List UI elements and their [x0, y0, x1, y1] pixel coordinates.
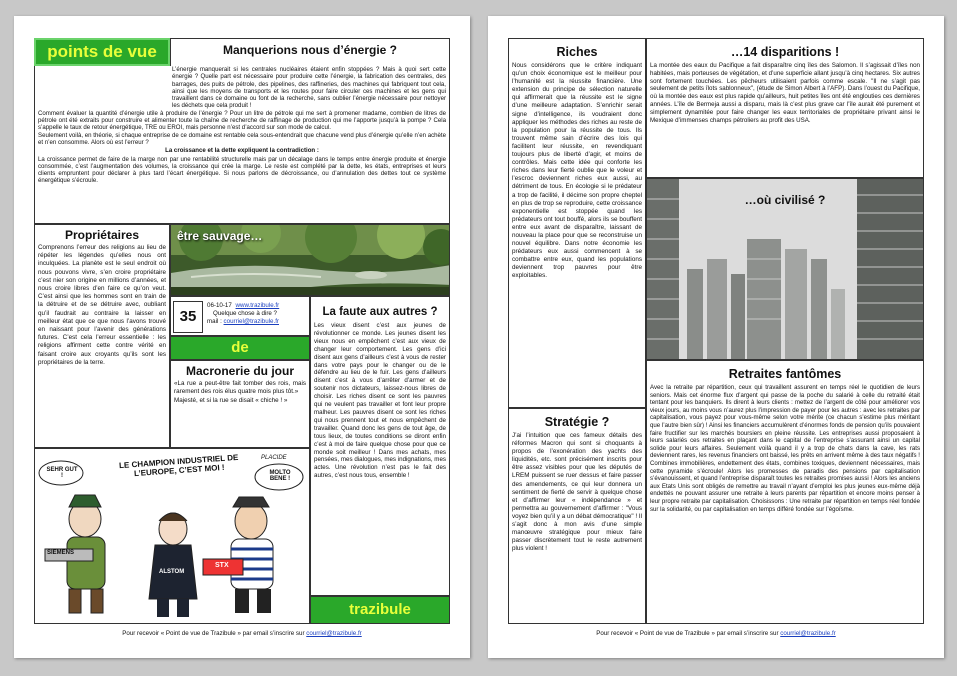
issue-mail-link[interactable]: courriel@trazibule.fr	[223, 318, 279, 325]
macronerie-title: Macronerie du jour	[185, 364, 295, 378]
cartoon-tag-stx: STX	[215, 562, 229, 569]
article-retraites	[646, 360, 924, 624]
proprietaires-text: Comprenons l’erreur des religions au lieu de répéter les légendes qu’elles nous ont inculquées. La planète est le seul endroit où nous pouvons vivre, s’en croire propriétaire c’est nier son origine en millions d’années, et nous croire libres d’en faire ce qu’on veut. C’est ainsi que les hommes sont en train de la détruire et de se détruire avec, oubliant qu’il faudrait au contraire la laisser en meilleur état que ce que nous l’avons trouvé en naissant pour l’avenir des générations futures. C’est cela l’erreur essentielle : les religions affirment cette contre vérité en faisant croire aux croyants qu’ils sont les propriétaires de la terre.	[38, 244, 166, 366]
strategie-title: Stratégie ?	[544, 415, 610, 429]
footer-text: Pour recevoir « Point de vue de Trazibule » par email s’inscrire sur	[122, 630, 305, 637]
macronerie-quote: «La rue a peut-être fait tomber des rois, mais rarement des rois élus quatre mois plus tôt.»	[174, 380, 306, 396]
article-macronerie	[170, 360, 310, 448]
issue-mail-label: mail :	[207, 318, 222, 325]
energie-p3: Seulement voilà, en théorie, si chaque entreprise de ce domaine est rentable cela sous-entendrait que chacune vend plus d’énergie qu’elle n’en achète et n’en consomme. Alors où est l’erreur ?	[38, 131, 446, 146]
macronerie-answer: Majesté, et si la rue se disait « chiche ! »	[174, 396, 288, 404]
issue-site-link[interactable]: www.trazibule.fr	[235, 302, 280, 309]
issue-date: 06-10-17	[207, 302, 232, 309]
article-riches	[508, 38, 646, 408]
article-disparitions	[646, 38, 924, 178]
article-energie-body	[34, 66, 450, 224]
footer-mail-link[interactable]: courriel@trazibule.fr	[306, 630, 362, 637]
retraites-text: Avec la retraite par répartition, ceux qui travaillent assurent en temps réel le quotidien de leurs seniors. Mais cet énorme flux d’argent qui passe de la poche du salarié à celle du retraité était tentant pour les banquiers. Ils dirent à leurs clients : mettez de l’argent de côté pour améliorer vos vieux jours, au moins vous n’aurez plus l’impression de payer pour les autres : avec les retraites par capitalisation, vous payez pour vous-même selon votre mérite (ce chacun s’estime plus méritant que l’autre bien sûr) ! Ainsi les financiers accumulèrent d’énormes fonds de pension qu’ils pouvaient faire fructifier sur les marchés boursiers en pleine réussite. Les entreprises aussi proposaient à leurs salariés ces retraites en plaçant dans le capital de l’entreprise s’assurant ainsi un capital solide pour leurs affaires. Seulement voilà quand il y a trop de chats dans la cave, les rats deviennent rares, les revenus financiers ont baissé, les prêts en arrivent même à des taux négatifs ! Combines immobilières, endettement des états, combines toxiques, deviennent nécessaires, mais cette pyramide s’écroule! Alors les promesses de paradis des pensions par capitalisation s’évanouissent, et quand l’entreprise disparaît toutes les retraites promises aussi ! Alors les anciens aux Etats Unis sont obligés de remettre au travail n’ayant d’emploi les plus jeunes eux-même déjà endettés ne pouvant assurer une retraite à leurs parents par répartition et encore moins penser à leur propre retraite par capitalisation. Choisissons : Une retraite par répartition en temps réel fondée sur la solidarité, ou par capitalisation en temps différé fondée sur l’égoïsme.	[650, 384, 920, 513]
brand-points-de-vue: points de vue	[34, 38, 170, 66]
newsletter-page-1	[14, 16, 470, 658]
cartoon-bubble-right: MOLTO BENE !	[269, 470, 291, 482]
article-strategie	[508, 408, 646, 624]
footer-text: Pour recevoir « Point de vue de Trazibule » par email s’inscrire sur	[596, 630, 779, 637]
strategie-text: J’ai l’intuition que ces fameux détails des réformes Macron qui sont si choquants à propos de l’exonération des yachts des liquidités, etc. sont précisément inscrits pour être assez visibles pour que les députés de LREM puissent se ruer dessus et faire passer des amendements, ce qui leur donnera un sentiment de fierté de servir à quelque chose et d’affirmer leur « indépendance » et permettra au gouvernement d’affirmer : "Vous voyez bien qu’il y a un débat démocratique" ! Il s’agit donc à mon avis d’une simple manœuvre stratégique pour mieux faire passer discrètement tout le reste autrement plus violent !	[512, 432, 642, 553]
article-energie-title: Manquerions nous d’énergie ?	[222, 43, 398, 57]
footer-page-2	[488, 630, 944, 637]
issue-info	[170, 296, 310, 336]
proprietaires-title: Propriétaires	[64, 228, 140, 242]
faute-text: Les vieux disent c’est aux jeunes de révolutionner ce monde. Les jeunes disent les vieux nous en empêchent c’est aux vieux de changer leur comportement. Les gens d’ici disent aux gens d’ailleurs c’est à vous de rester dans votre pays pour le changer ou de le défendre au lieu de le fuir. Les gens d’ailleurs disent c’est à vous d’arrêter d’armer et de soutenir nos dictateurs, laissez-nous libres de choisir. Les riches disent ce sont les pauvres qui ne veulent pas travailler et font leur propre malheur. Les pauvres disent ce sont les riches qui nous prennent tout et nous empêchent de travailler. Quand donc les gens de tout âge, de tous lieux, de toutes conditions se diront enfin c’est à moi de faire quelque chose pour que ce monde soit meilleur ! Dans mes achats, mes pensées, mes dialogues, mes indignations, mes actes. Une révolution n’est pas le fait des autres, c’est nous tous, ensemble !	[314, 322, 446, 480]
energie-subhead: La croissance et la dette expliquent la contradiction :	[165, 147, 319, 155]
cartoon-tag-siemens: SIEMENS	[47, 550, 75, 556]
faute-title: La faute aux autres ?	[322, 306, 438, 318]
disparitions-title: …14 disparitions !	[730, 45, 840, 59]
photo-etre-sauvage	[170, 224, 450, 296]
footer-page-1	[14, 630, 470, 637]
cartoon	[34, 448, 310, 624]
riches-title: Riches	[556, 45, 598, 59]
cartoon-tag-alstom: ALSTOM	[159, 569, 185, 575]
issue-question: Quelque chose à dire ?	[213, 310, 277, 317]
energie-p4: La croissance permet de faire de la marge non par une rentabilité structurelle mais par un décalage dans le temps entre énergie produite et énergie consommée, c’est l’augmentation des volumes, la croissance qui crée la marge. Le reste est complété par la dette, les états, entreprises et leurs clients empruntent pour déclarer à plus tard l’écart énergétique. Si nous parlons de décroissance, ou d’annulation des dettes tout ce système énergétique s’écroule.	[38, 155, 446, 185]
energie-p1: L’énergie manquerait si les centrales nucléaires étaient enfin stoppées ? Mais à quoi sert cette énergie ? Quelle part est nécessaire pour produire cette l’énergie, la fabrication des centrales, des barrages, des puits de pétrole, des pipelines, des raffineries, des machines qui fabriquent tout cela, ainsi que les moyens de transports et les routes pour faire circuler ces machines et les gens qui travaillent dans ce domaine ou font de la recherche, sans oublier l’énergie nécessaire pour nettoyer les déchets que cela produit !	[172, 66, 446, 110]
cartoon-caption: LE CHAMPION INDUSTRIEL DE L’EUROPE, C’EST MOI !	[118, 452, 239, 479]
riches-text: Nous considérons que le critère indiquant qu’un choix économique est le meilleur pour l’humanité est la réussite financière. Une extension du principe de sélection naturelle qui affirmerait que la réussite est le signe d’une meilleure adaptation. S’enrichir serait signe d’intelligence, ils voudraient donc appliquer les méthodes des riches au reste de la population pour la réussite de tous. Ils trouvent même sain d’écrire des lois qui facilitent leur réussite, en revendiquant toujours plus de liberté d’agir, et moins de contrôles. Mais cette idée qui conforte les riches dans leur fierté oublie que le voleur et l’escroc deviennent riches eux aussi, au détriment de tous. En écologie si le prédateur a trop de facilité, il décime son propre cheptel en plus de trop se reproduire, cette croissance exponentielle est stoppée quand les prédateurs ont tout bouffé, alors ils se bouffent entre eux avant de disparaître, laissant de nouveau la place pour que se reconstruise un nouvel équilibre. Dans notre économie les prédateurs eux aussi commencent à se combattre entre eux, quand les populations deviennent trop pauvres pour être exploitables.	[512, 62, 642, 280]
brand-trazibule: trazibule	[310, 596, 450, 624]
energie-p2: Comment évaluer la quantité d’énergie utile à produire de l’énergie ? Pour un litre de pétrole qui me sert à promener madame, combien de litres de pétrole ont été extraits pour construire et alimenter toute la chaîne de recherche de raffinage de production qui me l’apporte jusqu’à la pompe ? Cela s’appelle le taux de retour énergétique, TRE ou EROI, mais personne n’est d’accord sur son mode de calcul.	[38, 109, 446, 132]
cartoon-bubble-left: SEHR GUT !	[46, 467, 78, 479]
article-faute-aux-autres	[310, 296, 450, 596]
photo-ou-civilise	[646, 178, 924, 360]
article-proprietaires	[34, 224, 170, 448]
retraites-title: Retraites fantômes	[728, 367, 842, 381]
issue-number: 35	[173, 301, 203, 333]
newsletter-page-2	[488, 16, 944, 658]
article-energie	[170, 38, 450, 66]
ou-civilise-label: …où civilisé ?	[744, 193, 826, 207]
disparitions-text: La montée des eaux du Pacifique a fait disparaître cinq îles des Salomon. Il s’agissait d’îles non habitées, mais porteuses de végétation, et d’une superficie allant jusqu’à cinq hectares. Six autres sont fortement touchées. Les pêcheurs utilisaient parfois comme escale. "Il ne s’agit pas seulement de petits îlots sablonneux", (étude de Simon Albert à l’AFP). Dans l’ouest du Pacifique, où la montée des eaux est plus rapide qu’ailleurs, huit petites îles ont été englouties ces dernières années. L’île de Bermeja aussi a disparu, mais là c’est plus grave car l’île aurait été purement et simplement dynamitée pour faire changer les eaux territoriales de propriétaire privant ainsi le Mexique d’immenses champs pétroliers au profit des USA.	[650, 62, 920, 124]
banner-de: de	[170, 336, 310, 360]
etre-sauvage-label: être sauvage…	[177, 229, 263, 243]
cartoon-signature: PLACIDE	[261, 455, 287, 461]
footer-mail-link[interactable]: courriel@trazibule.fr	[780, 630, 836, 637]
